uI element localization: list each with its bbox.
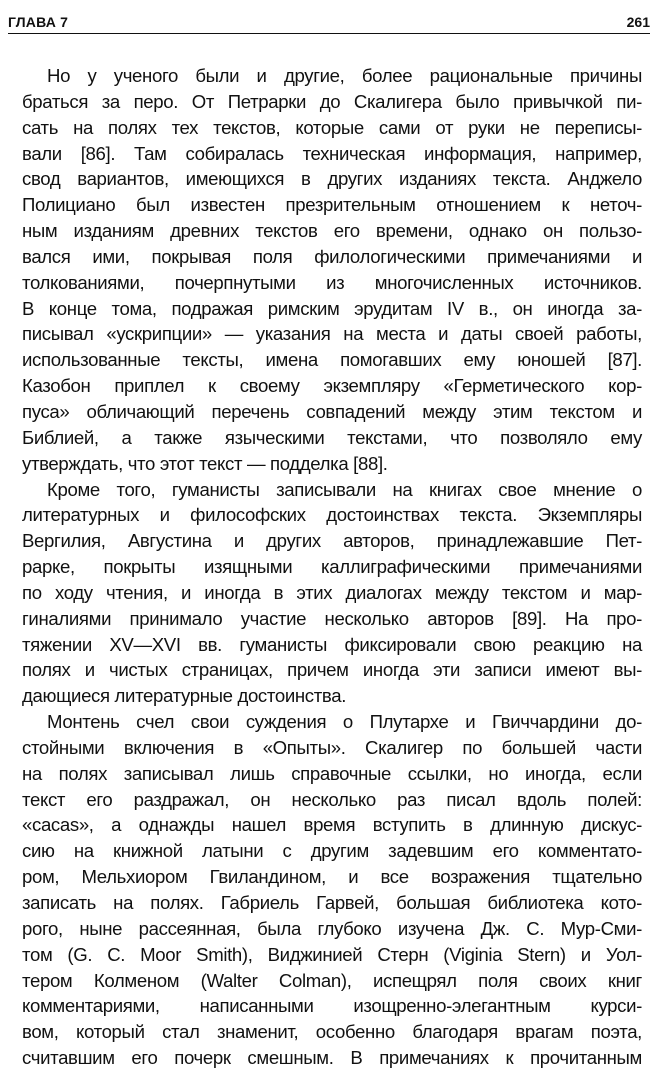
- text-line: по ходу чтения, и иногда в этих диалогах между текстом и мар-: [22, 581, 642, 603]
- text-line: пуса» обличающий перечень совпадений между этим текстом и: [22, 400, 642, 422]
- text-line: Но у ученого были и другие, более рациональные причины: [47, 65, 642, 86]
- paragraph-2: [22, 477, 642, 710]
- chapter-title: ГЛАВА 7: [8, 14, 69, 30]
- text-line: Казобон приплел к своему экземпляру «Герметического кор-: [22, 375, 642, 397]
- text-line: вали [86]. Там собиралась техническая информация, например,: [22, 142, 642, 164]
- text-line: ром, Мельхиором Гвиландином, и все возражения тщательно: [22, 866, 642, 888]
- text-line: утверждать, что этот текст — подделка [88].: [22, 452, 388, 474]
- text-line: использованные тексты, имена помогавших ему юношей [87].: [22, 349, 642, 371]
- text-line: толкованиями, почерпнутыми из многочисленных источников.: [22, 271, 642, 293]
- text-line: стойными включения в «Опыты». Скалигер по большей части: [22, 736, 642, 758]
- text-line: считавшим его почерк смешным. В примечаниях к прочитанным: [22, 1047, 642, 1069]
- text-line: браться за перо. От Петрарки до Скалигера было привычкой пи-: [22, 90, 642, 112]
- text-line: тяжении XV—XVI вв. гуманисты фиксировали свою реакцию на: [22, 633, 642, 655]
- text-line: дающиеся литературные достоинства.: [22, 685, 347, 707]
- paragraph-1: [22, 63, 642, 477]
- text-line: Библией, а также языческими текстами, что позволяло ему: [22, 426, 642, 448]
- text-line: вался ими, покрывая поля филологическими примечаниями и: [22, 245, 642, 267]
- paragraph-3: [22, 709, 642, 1071]
- text-line: вом, который стал знаменит, особенно благодаря врагам поэта,: [22, 1021, 642, 1043]
- text-line: сию на книжной латыни с другим задевшим его комментато-: [22, 840, 642, 862]
- text-line: литературных и философских достоинствах текста. Экземпляры: [22, 504, 642, 526]
- text-line: рого, ныне рассеянная, была глубоко изучена Дж. С. Мур-Сми-: [22, 917, 642, 939]
- text-line: Монтень счел свои суждения о Плутархе и Гвиччардини до-: [47, 711, 642, 733]
- text-line: том (G. C. Moor Smith), Виджинией Стерн (Viginia Stern) и Уол-: [22, 943, 642, 965]
- text-line: на полях записывал лишь справочные ссылки, но иногда, если: [22, 762, 642, 784]
- text-line: сать на полях тех текстов, которые сами от руки не переписы-: [22, 116, 642, 138]
- body-text: [22, 63, 642, 1071]
- text-line: рарке, покрыты изящными каллиграфическими примечаниями: [22, 556, 642, 578]
- text-line: ным изданиям древних текстов его времени, однако он пользо-: [22, 220, 642, 242]
- text-line: «cacas», а однажды нашел время вступить в длинную дискус-: [22, 814, 642, 836]
- text-line: текст его раздражал, он несколько раз писал вдоль полей:: [22, 788, 642, 810]
- text-line: записать на полях. Габриель Гарвей, большая библиотека кото-: [22, 892, 642, 913]
- text-line: Вергилия, Августина и других авторов, принадлежавшие Пет-: [22, 530, 642, 552]
- text-line: Полициано был известен презрительным отношением к неточ-: [22, 194, 642, 216]
- text-line: свод вариантов, имеющихся в других изданиях текста. Анджело: [22, 168, 642, 190]
- text-line: В конце тома, подражая римским эрудитам IV в., он иногда за-: [22, 297, 642, 319]
- page-number: 261: [626, 14, 650, 30]
- text-line: полях и чистых страницах, причем иногда эти записи имеют вы-: [22, 659, 642, 681]
- text-line: Кроме того, гуманисты записывали на книгах свое мнение о: [47, 478, 642, 500]
- text-line: гиналиями принимало участие несколько авторов [89]. На про-: [22, 607, 642, 629]
- running-head: [8, 12, 650, 32]
- text-line: комментариями, написанными изощренно-элегантным курси-: [22, 995, 642, 1017]
- text-line: тером Колменом (Walter Colman), испещрял поля своих книг: [22, 969, 642, 991]
- header-rule: [8, 33, 650, 34]
- text-line: писывал «ускрипции» — указания на места и даты своей работы,: [22, 323, 642, 345]
